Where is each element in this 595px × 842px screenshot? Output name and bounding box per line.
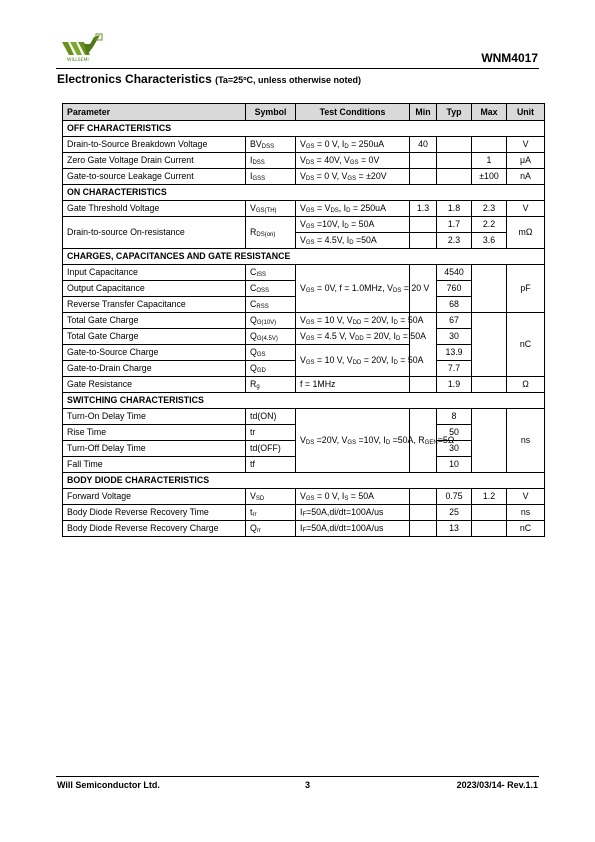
max-cell: ±100 <box>472 169 507 185</box>
condition-cell: $I_F=50A,di/dt=100A/us$ <box>296 505 410 521</box>
max-cell <box>472 265 507 313</box>
section-title <box>57 72 361 86</box>
min-cell: 40 <box>410 137 437 153</box>
param-cell: Gate Threshold Voltage <box>63 201 246 217</box>
param-cell: Total Gate Charge <box>63 329 246 345</box>
param-cell: Output Capacitance <box>63 281 246 297</box>
col-header: Symbol <box>246 104 296 121</box>
table-row <box>63 217 545 233</box>
symbol-cell: $R_g$ <box>246 377 296 393</box>
section-row <box>63 393 545 409</box>
symbol-subscript: GD <box>256 368 266 374</box>
min-cell <box>410 489 437 505</box>
param-cell: Turn-On Delay Time <box>63 409 246 425</box>
condition-cell: f = 1MHz <box>296 377 410 393</box>
unit-cell: V <box>507 489 545 505</box>
condition-cell: $V_{DS} = 0$ V, $V_{GS} = \pm 20V$ <box>296 169 410 185</box>
unit-cell: pF <box>507 265 545 313</box>
symbol-cell: $V_{SD}$ <box>246 489 296 505</box>
electrical-characteristics-table <box>62 103 545 537</box>
table-row <box>63 153 545 169</box>
typ-cell: 2.3 <box>437 233 472 249</box>
section-label: CHARGES, CAPACITANCES AND GATE RESISTANCE <box>63 249 545 265</box>
typ-cell: 760 <box>437 281 472 297</box>
param-cell: Total Gate Charge <box>63 313 246 329</box>
symbol-cell: $I_{GSS}$ <box>246 169 296 185</box>
max-cell <box>472 313 507 377</box>
symbol-cell: $Q_{GS}$ <box>246 345 296 361</box>
symbol-subscript: g <box>256 384 260 390</box>
section-label: BODY DIODE CHARACTERISTICS <box>63 473 545 489</box>
section-row <box>63 185 545 201</box>
symbol-cell: $I_{DSS}$ <box>246 153 296 169</box>
param-cell: Gate-to-Source Charge <box>63 345 246 361</box>
typ-cell <box>437 137 472 153</box>
table-row <box>63 137 545 153</box>
footer-page-number: 3 <box>305 780 311 790</box>
table-row <box>63 169 545 185</box>
symbol-cell: tr <box>246 425 296 441</box>
param-cell: Turn-Off Delay Time <box>63 441 246 457</box>
typ-cell: 7.7 <box>437 361 472 377</box>
typ-cell: 0.75 <box>437 489 472 505</box>
param-cell: Gate-to-Drain Charge <box>63 361 246 377</box>
table-row <box>63 265 545 281</box>
symbol-subscript: OSS <box>256 288 270 294</box>
max-cell <box>472 137 507 153</box>
section-title-note: (Ta=25ºC, unless otherwise noted) <box>215 75 361 85</box>
min-cell <box>410 153 437 169</box>
section-label: ON CHARACTERISTICS <box>63 185 545 201</box>
symbol-cell: $BV_{DSS}$ <box>246 137 296 153</box>
section-label: OFF CHARACTERISTICS <box>63 121 545 137</box>
unit-cell: ns <box>507 505 545 521</box>
max-cell <box>472 521 507 537</box>
typ-cell: 4540 <box>437 265 472 281</box>
symbol-cell: td(ON) <box>246 409 296 425</box>
table-header-row <box>63 104 545 121</box>
typ-cell <box>437 169 472 185</box>
typ-cell: 67 <box>437 313 472 329</box>
max-cell <box>472 377 507 393</box>
unit-cell: V <box>507 201 545 217</box>
typ-cell: 1.7 <box>437 217 472 233</box>
table-row <box>63 489 545 505</box>
col-header: Parameter <box>63 104 246 121</box>
symbol-cell: td(OFF) <box>246 441 296 457</box>
symbol-subscript: rr <box>252 512 257 518</box>
param-cell: Drain-to-Source Breakdown Voltage <box>63 137 246 153</box>
symbol-subscript: RSS <box>256 304 269 310</box>
symbol-subscript: SD <box>255 496 265 502</box>
symbol-subscript: ISS <box>256 272 267 278</box>
typ-cell: 13 <box>437 521 472 537</box>
col-header: Unit <box>507 104 545 121</box>
symbol-cell: $V_{GS(TH)}$ <box>246 201 296 217</box>
section-label: SWITCHING CHARACTERISTICS <box>63 393 545 409</box>
symbol-cell: $Q_{G(4.5V)}$ <box>246 329 296 345</box>
min-cell <box>410 169 437 185</box>
typ-cell: 1.9 <box>437 377 472 393</box>
unit-cell: ns <box>507 409 545 473</box>
min-cell <box>410 377 437 393</box>
param-cell: Body Diode Reverse Recovery Time <box>63 505 246 521</box>
col-header: Test Conditions <box>296 104 410 121</box>
footer-rule <box>56 776 539 777</box>
header-rule <box>56 68 539 69</box>
unit-cell: nC <box>507 313 545 377</box>
param-cell: Zero Gate Voltage Drain Current <box>63 153 246 169</box>
condition-cell: $V_{GS} = 0$ V, $I_S = 50A$ <box>296 489 410 505</box>
table-row <box>63 313 545 329</box>
condition-cell: $V_{DS} =20V$, $V_{GS} =10V$, $I_D =50A$, $R_{GEN}=5\Omega$ <box>296 409 410 473</box>
max-cell: 1 <box>472 153 507 169</box>
param-cell: Fall Time <box>63 457 246 473</box>
symbol-cell: $C_{ISS}$ <box>246 265 296 281</box>
symbol-cell: $Q_{GD}$ <box>246 361 296 377</box>
footer-date-revision: 2023/03/14- Rev.1.1 <box>456 780 538 790</box>
symbol-subscript: G(4.5V) <box>256 336 278 342</box>
table-row <box>63 521 545 537</box>
footer-company: Will Semiconductor Ltd. <box>57 780 160 790</box>
symbol-cell: $Q_{G(10V)}$ <box>246 313 296 329</box>
symbol-subscript: GS(TH) <box>255 208 277 214</box>
param-cell: Gate-to-source Leakage Current <box>63 169 246 185</box>
typ-cell <box>437 153 472 169</box>
condition-cell: $V_{GS} = 10$ V, $V_{DD} = 20V$, $I_D = 50A$ <box>296 345 410 377</box>
typ-cell: 50 <box>437 425 472 441</box>
param-cell: Reverse Transfer Capacitance <box>63 297 246 313</box>
table-row <box>63 377 545 393</box>
param-cell: Rise Time <box>63 425 246 441</box>
symbol-cell: $C_{OSS}$ <box>246 281 296 297</box>
min-cell <box>410 521 437 537</box>
col-header: Min <box>410 104 437 121</box>
param-cell: Drain-to-source On-resistance <box>63 217 246 249</box>
param-cell: Body Diode Reverse Recovery Charge <box>63 521 246 537</box>
condition-cell: $V_{DS} = 40V$, $V_{GS} = 0V$ <box>296 153 410 169</box>
unit-cell: μA <box>507 153 545 169</box>
min-cell <box>410 233 437 249</box>
symbol-subscript: rr <box>256 528 261 534</box>
max-cell: 3.6 <box>472 233 507 249</box>
condition-cell: $I_F=50A,di/dt=100A/us$ <box>296 521 410 537</box>
typ-cell: 8 <box>437 409 472 425</box>
symbol-cell: $R_{DS(on)}$ <box>246 217 296 249</box>
section-title-text: Electronics Characteristics <box>57 72 212 86</box>
symbol-subscript: DSS <box>252 160 265 166</box>
min-cell: 1.3 <box>410 201 437 217</box>
table-row <box>63 201 545 217</box>
company-logo <box>60 33 106 63</box>
condition-cell: $V_{GS} = 4.5$ V, $V_{DD} = 20V$, $I_D = 50A$ <box>296 329 410 345</box>
table-row <box>63 409 545 425</box>
unit-cell: nC <box>507 521 545 537</box>
section-row <box>63 473 545 489</box>
symbol-cell: $C_{RSS}$ <box>246 297 296 313</box>
symbol-subscript: G(10V) <box>256 320 277 326</box>
part-number: WNM4017 <box>481 51 538 65</box>
symbol-subscript: DSS <box>261 144 275 150</box>
max-cell: 1.2 <box>472 489 507 505</box>
max-cell <box>472 505 507 521</box>
condition-cell: $V_{GS} = 10$ V, $V_{DD} = 20V$, $I_D = 50A$ <box>296 313 410 329</box>
typ-cell: 25 <box>437 505 472 521</box>
unit-cell: nA <box>507 169 545 185</box>
param-cell: Input Capacitance <box>63 265 246 281</box>
symbol-subscript: GSS <box>252 176 266 182</box>
symbol-cell: $t_{rr}$ <box>246 505 296 521</box>
typ-cell: 10 <box>437 457 472 473</box>
symbol-cell: $Q_{rr}$ <box>246 521 296 537</box>
svg-text:WILLSEMI: WILLSEMI <box>67 58 89 63</box>
typ-cell: 68 <box>437 297 472 313</box>
max-cell: 2.3 <box>472 201 507 217</box>
typ-cell: 13.9 <box>437 345 472 361</box>
unit-cell: V <box>507 137 545 153</box>
max-cell: 2.2 <box>472 217 507 233</box>
condition-cell: $V_{GS} =10V$, $I_D = 50A$ <box>296 217 410 233</box>
condition-cell: $V_{GS} = V_{DS}$, $I_D = 250uA$ <box>296 201 410 217</box>
max-cell <box>472 409 507 473</box>
unit-cell: mΩ <box>507 217 545 249</box>
symbol-subscript: DS(on) <box>256 232 276 238</box>
col-header: Typ <box>437 104 472 121</box>
condition-cell: $V_{GS} = 0$ V, $I_D = 250uA$ <box>296 137 410 153</box>
typ-cell: 1.8 <box>437 201 472 217</box>
param-cell: Forward Voltage <box>63 489 246 505</box>
condition-cell: $V_{GS} = 4.5V$, $I_D =50A$ <box>296 233 410 249</box>
min-cell <box>410 217 437 233</box>
param-cell: Gate Resistance <box>63 377 246 393</box>
typ-cell: 30 <box>437 441 472 457</box>
symbol-cell: tf <box>246 457 296 473</box>
col-header: Max <box>472 104 507 121</box>
min-cell <box>410 505 437 521</box>
condition-cell: $V_{GS} = 0V$, f = 1.0MHz, $V_{DS} = 20$ V <box>296 265 410 313</box>
typ-cell: 30 <box>437 329 472 345</box>
section-row <box>63 249 545 265</box>
symbol-subscript: GS <box>256 352 266 358</box>
table-row <box>63 505 545 521</box>
unit-cell: Ω <box>507 377 545 393</box>
section-row <box>63 121 545 137</box>
